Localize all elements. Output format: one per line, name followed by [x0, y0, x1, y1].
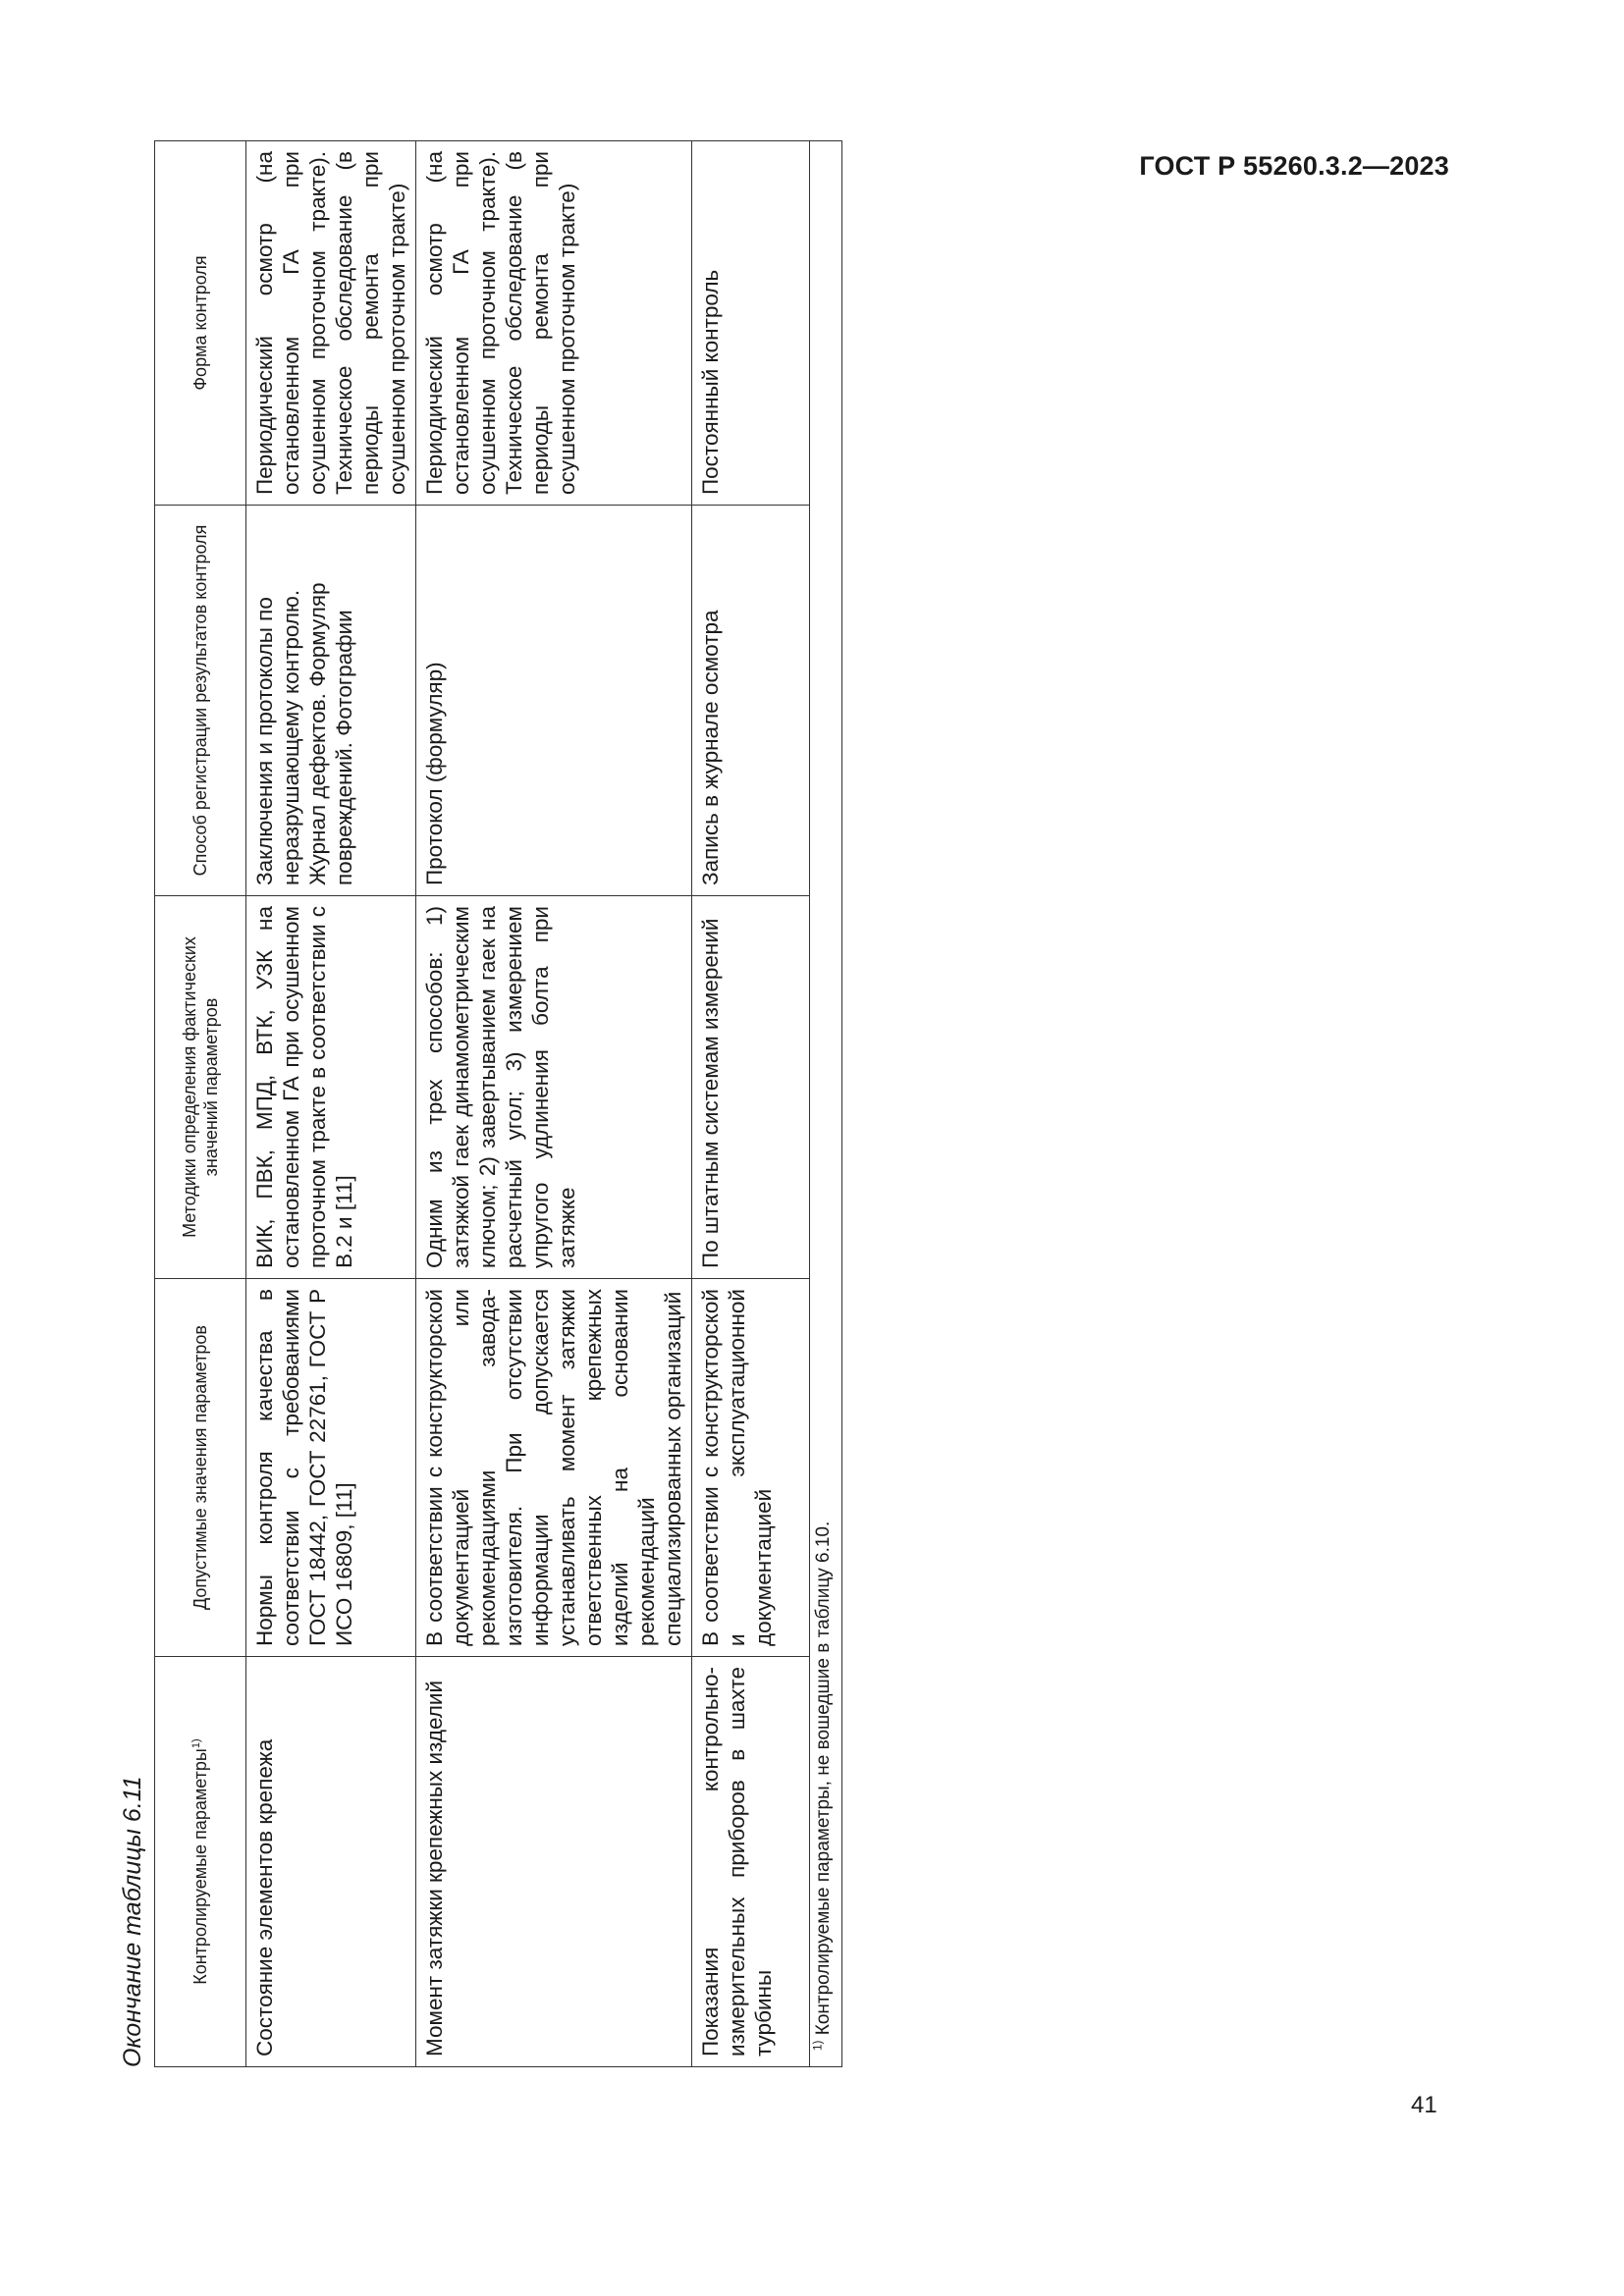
cell-registration: Заключения и протоколы по неразрушающему контролю. Журнал дефектов. Формуляр повреждений. Фотографии	[246, 506, 416, 896]
cell-parameter: Состояние элементов крепежа	[246, 1657, 416, 2067]
table-row	[246, 141, 416, 2067]
cell-registration: Запись в журнале осмотра	[692, 506, 810, 896]
footnote-text: Контролируемые параметры, не вошедшие в таблицу 6.10.	[813, 1521, 834, 2036]
cell-registration: Протокол (формуляр)	[416, 506, 692, 896]
table-caption: Окончание таблицы 6.11	[119, 1776, 146, 2067]
cell-method: ВИК, ПВК, МПД, ВТК, УЗК на остановленном ГА при осушенном проточном тракте в соответствии с В.2 и [11]	[246, 896, 416, 1279]
control-parameters-table	[154, 140, 842, 2067]
cell-method: Одним из трех способов: 1) затяжкой гаек динамометрическим ключом; 2) завертыванием гаек на расчетный угол; 3) измерением упругого удлинения болта при затяжке	[416, 896, 692, 1279]
column-header-methods: Методики определения фактических значений параметров	[155, 896, 246, 1279]
table-header-row	[155, 141, 246, 2067]
cell-method: По штатным системам измерений	[692, 896, 810, 1279]
table-row	[692, 141, 810, 2067]
cell-form: Периодический осмотр (на остановленном ГА при осушенном проточном тракте). Техническое обследование (в периоды ремонта при осушенном проточном тракте)	[416, 141, 692, 506]
column-header-registration: Способ регистрации результатов контроля	[155, 506, 246, 896]
cell-parameter: Показания контрольно-измерительных приборов в шахте турбины	[692, 1657, 810, 2067]
column-header-parameters: Контролируемые параметры$^{1)}$	[155, 1657, 246, 2067]
cell-parameter: Момент затяжки крепежных изделий	[416, 1657, 692, 2067]
standard-code: ГОСТ Р 55260.3.2—2023	[1139, 151, 1449, 181]
column-header-allowed-values: Допустимые значения параметров	[155, 1279, 246, 1657]
cell-form: Постоянный контроль	[692, 141, 810, 506]
footnote-mark: 1)	[811, 2040, 825, 2051]
page-number: 41	[1411, 2092, 1437, 2118]
cell-allowed: В соответствии с конструкторской документацией или рекомендациями завода-изготовителя. При отсутствии информации допускается устанавливать момент затяжки ответственных крепежных изделий на основании рекомендаций специализированных организаций	[416, 1279, 692, 1657]
cell-allowed: В соответствии с конструкторской и эксплуатационной документацией	[692, 1279, 810, 1657]
table-footnote-row	[810, 141, 842, 2067]
rotated-table-block	[118, 141, 937, 2067]
cell-allowed: Нормы контроля качества в соответствии с требованиями ГОСТ 18442, ГОСТ 22761, ГОСТ Р ИСО 16809, [11]	[246, 1279, 416, 1657]
table-footnote	[810, 141, 842, 2067]
column-header-control-form: Форма контроля	[155, 141, 246, 506]
cell-form: Периодический осмотр (на остановленном ГА при осушенном проточном тракте). Техническое обследование (в периоды ремонта при осушенном проточном тракте)	[246, 141, 416, 506]
table-row	[416, 141, 692, 2067]
footnote-ref: 1)	[190, 1738, 202, 1749]
